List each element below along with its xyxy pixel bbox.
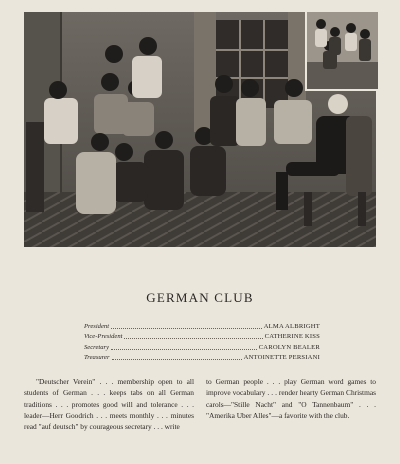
leader-dots xyxy=(112,358,242,360)
inset-photo-illustration xyxy=(307,12,378,89)
officer-name: CATHERINE KISS xyxy=(264,333,320,341)
leader-dots xyxy=(111,348,257,350)
officer-row-president xyxy=(84,322,320,331)
leader-dots xyxy=(124,337,262,339)
club-description xyxy=(24,376,376,432)
officer-role: Secretary xyxy=(84,343,110,351)
officer-row-vice-president xyxy=(84,332,320,341)
page-title: GERMAN CLUB xyxy=(146,290,254,305)
officer-role: Vice-President xyxy=(84,333,123,341)
inset-photo xyxy=(305,12,378,91)
officer-role: Treasurer xyxy=(84,353,110,361)
officers-list xyxy=(84,322,320,363)
officer-row-treasurer xyxy=(84,353,320,362)
officer-name: ALMA ALBRIGHT xyxy=(263,323,320,330)
officer-role: President xyxy=(84,323,110,330)
description-paragraph-right: to German people . . . play German word games to improve vocabulary . . . render hearty German Christmas carols—"Stille Nacht" and "O Tannenbaum" . . . "Amerika Uber Alles"—a favorite with the club. xyxy=(206,377,376,420)
description-column-right xyxy=(206,376,376,432)
officer-name: CAROLYN BEALER xyxy=(258,343,320,351)
description-paragraph-left: "Deutscher Verein" . . . membership open to all students of German . . . keeps tabs on all German traditions . . . promotes good will and tolerance . . . leader—Herr Goodrich . . . meets monthly . . . minutes read "auf deutsch" by courageous secretary . . . write xyxy=(24,377,194,432)
officer-row-secretary xyxy=(84,343,320,352)
leader-dots xyxy=(111,327,262,329)
description-column-left xyxy=(24,376,194,432)
officer-name: ANTOINETTE PERSIANI xyxy=(243,353,320,361)
